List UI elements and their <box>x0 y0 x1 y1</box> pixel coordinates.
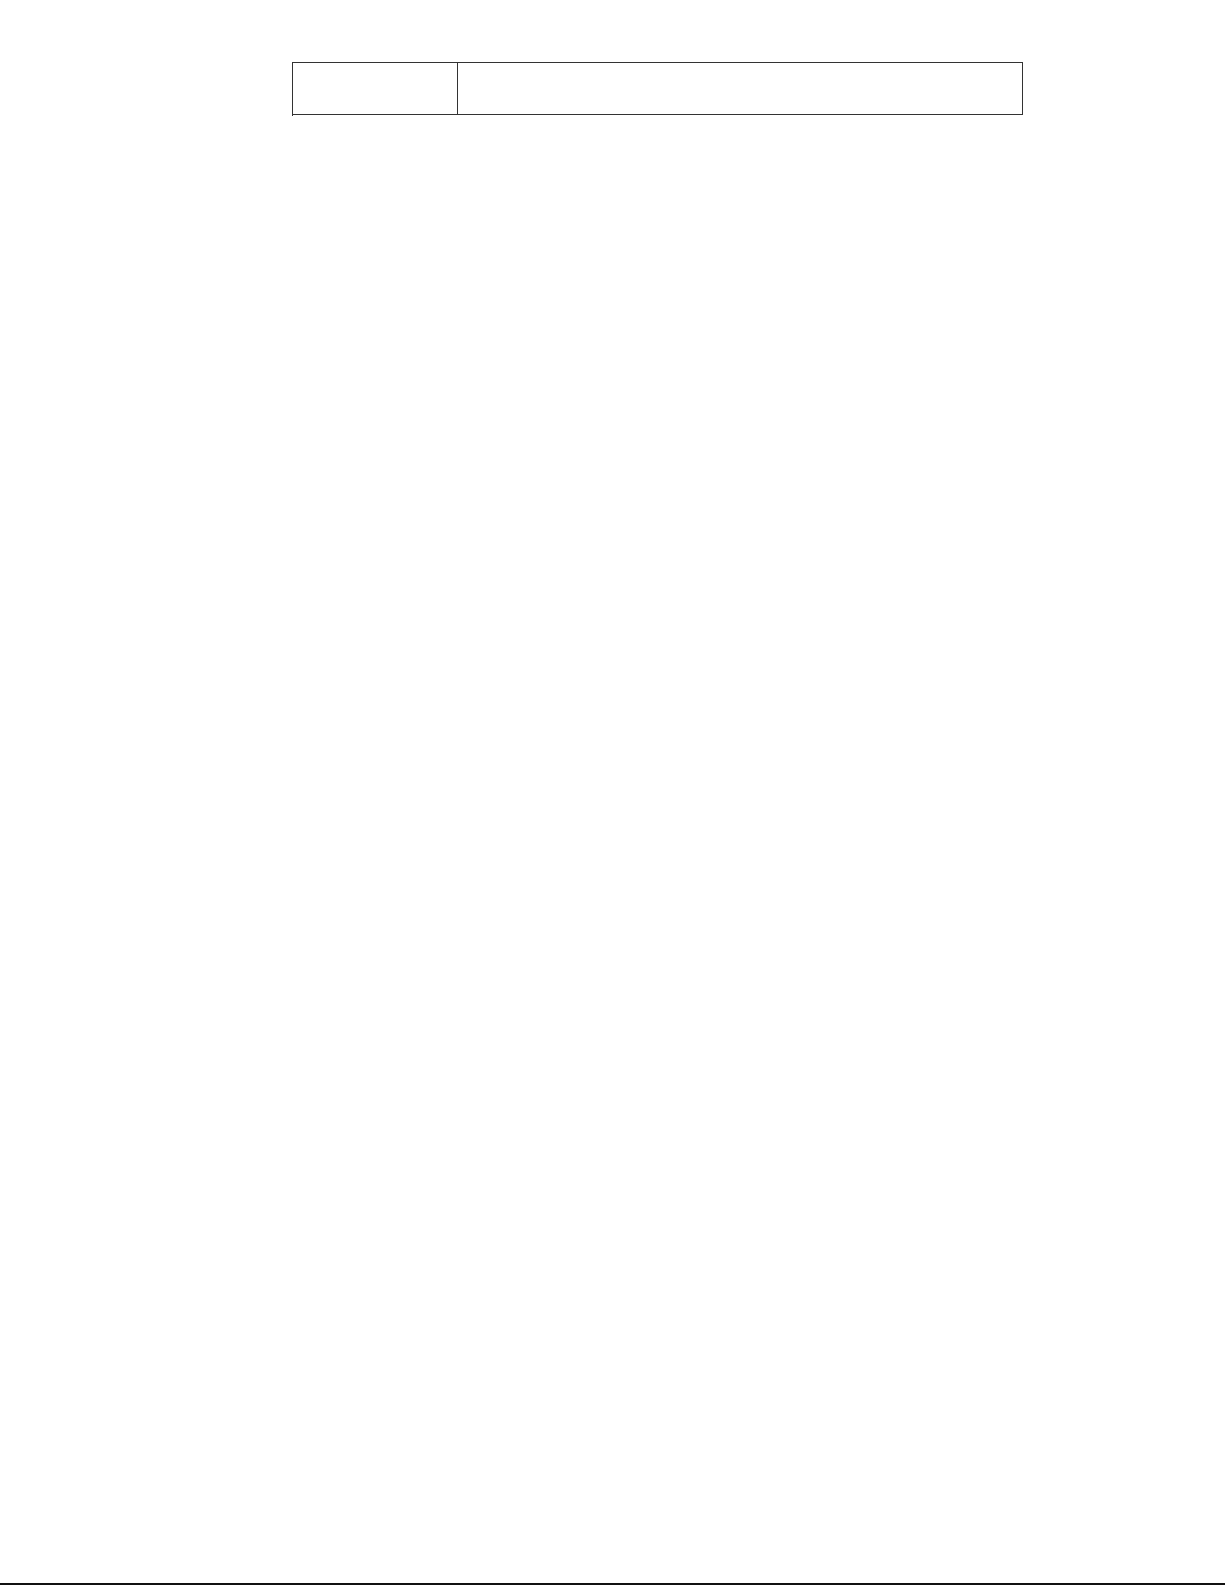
table2 <box>292 62 1023 115</box>
table2-header-row <box>293 63 1023 115</box>
table2-header-terrain <box>293 63 458 115</box>
table2-header-vehicle-type <box>458 63 1023 115</box>
document-content <box>293 40 993 115</box>
